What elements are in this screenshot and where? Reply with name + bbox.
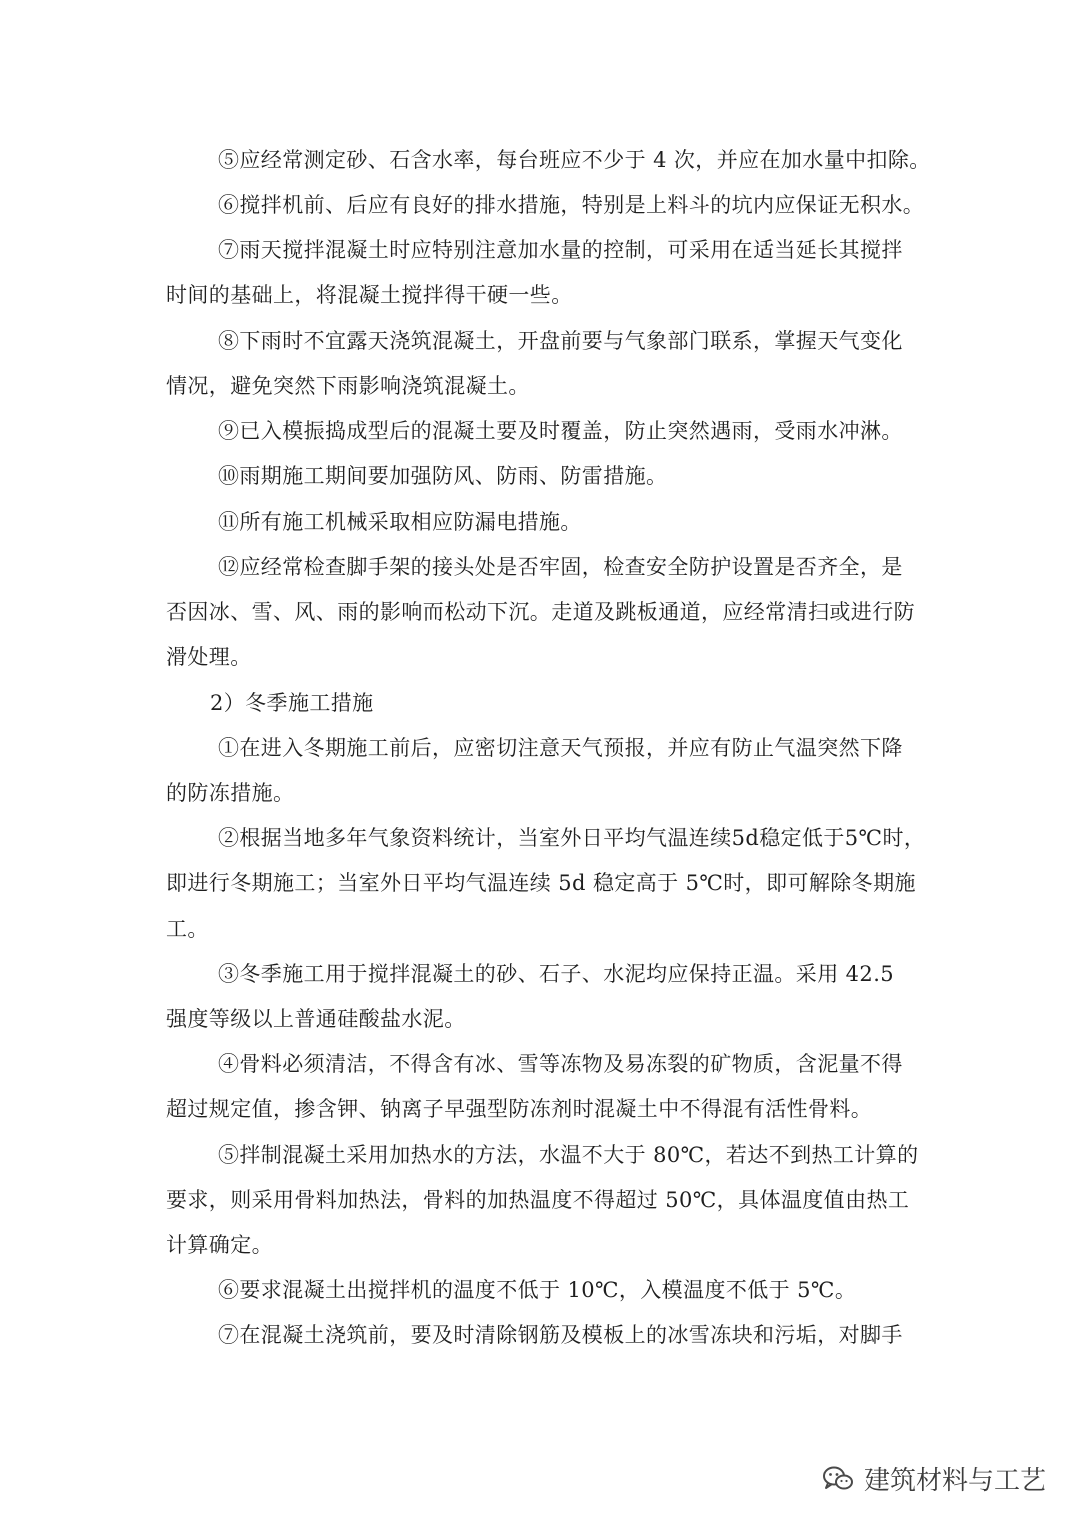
text-line: ⑩雨期施工期间要加强防风、防雨、防雷措施。	[218, 464, 668, 488]
text-line: ③冬季施工用于搅拌混凝土的砂、石子、水泥均应保持正温。采用 42.5	[218, 962, 895, 986]
wechat-icon	[822, 1465, 854, 1493]
watermark	[822, 1460, 1046, 1497]
text-line: ⑧下雨时不宜露天浇筑混凝土，开盘前要与气象部门联系，掌握天气变化	[218, 329, 903, 353]
text-line: 滑处理。	[166, 645, 252, 669]
text-line: 的防冻措施。	[166, 781, 295, 805]
text-line: ⑦雨天搅拌混凝土时应特别注意加水量的控制，可采用在适当延长其搅拌	[218, 238, 903, 262]
text-line: ⑥要求混凝土出搅拌机的温度不低于 10℃，入模温度不低于 5℃。	[218, 1278, 857, 1302]
text-line: 否因冰、雪、风、雨的影响而松动下沉。走道及跳板通道，应经常清扫或进行防	[166, 600, 915, 624]
text-line: 即进行冬期施工；当室外日平均气温连续 5d 稳定高于 5℃时，即可解除冬期施	[166, 871, 916, 895]
text-line: ⑨已入模振捣成型后的混凝土要及时覆盖，防止突然遇雨，受雨水冲淋。	[218, 419, 903, 443]
text-line: ⑤应经常测定砂、石含水率，每台班应不少于 4 次，并应在加水量中扣除。	[218, 148, 931, 172]
text-line: 强度等级以上普通硅酸盐水泥。	[166, 1007, 466, 1031]
text-line: 要求，则采用骨料加热法，骨料的加热温度不得超过 50℃，具体温度值由热工	[166, 1188, 910, 1212]
text-line: ⑥搅拌机前、后应有良好的排水措施，特别是上料斗的坑内应保证无积水。	[218, 193, 925, 217]
text-line: ⑤拌制混凝土采用加热水的方法，水温不大于 80℃，若达不到热工计算的	[218, 1143, 919, 1167]
text-line: ⑦在混凝土浇筑前，要及时清除钢筋及模板上的冰雪冻块和污垢，对脚手	[218, 1323, 903, 1347]
text-line: ⑫应经常检查脚手架的接头处是否牢固，检查安全防护设置是否齐全，是	[218, 555, 903, 579]
text-line: 工。	[166, 917, 209, 941]
text-line: 计算确定。	[166, 1233, 273, 1257]
text-line: ④骨料必须清洁，不得含有冰、雪等冻物及易冻裂的矿物质，含泥量不得	[218, 1052, 903, 1076]
text-line: 超过规定值，掺含钾、钠离子早强型防冻剂时混凝土中不得混有活性骨料。	[166, 1097, 873, 1121]
text-line: 2）冬季施工措施	[210, 691, 374, 715]
text-line: 时间的基础上，将混凝土搅拌得干硬一些。	[166, 283, 573, 307]
text-line: 情况，避免突然下雨影响浇筑混凝土。	[166, 374, 530, 398]
text-line: ①在进入冬期施工前后，应密切注意天气预报，并应有防止气温突然下降	[218, 736, 903, 760]
watermark-text: 建筑材料与工艺	[863, 1466, 1046, 1496]
text-line: ⑪所有施工机械采取相应防漏电措施。	[218, 510, 582, 534]
text-line: ②根据当地多年气象资料统计，当室外日平均气温连续5d稳定低于5℃时，	[218, 826, 926, 850]
